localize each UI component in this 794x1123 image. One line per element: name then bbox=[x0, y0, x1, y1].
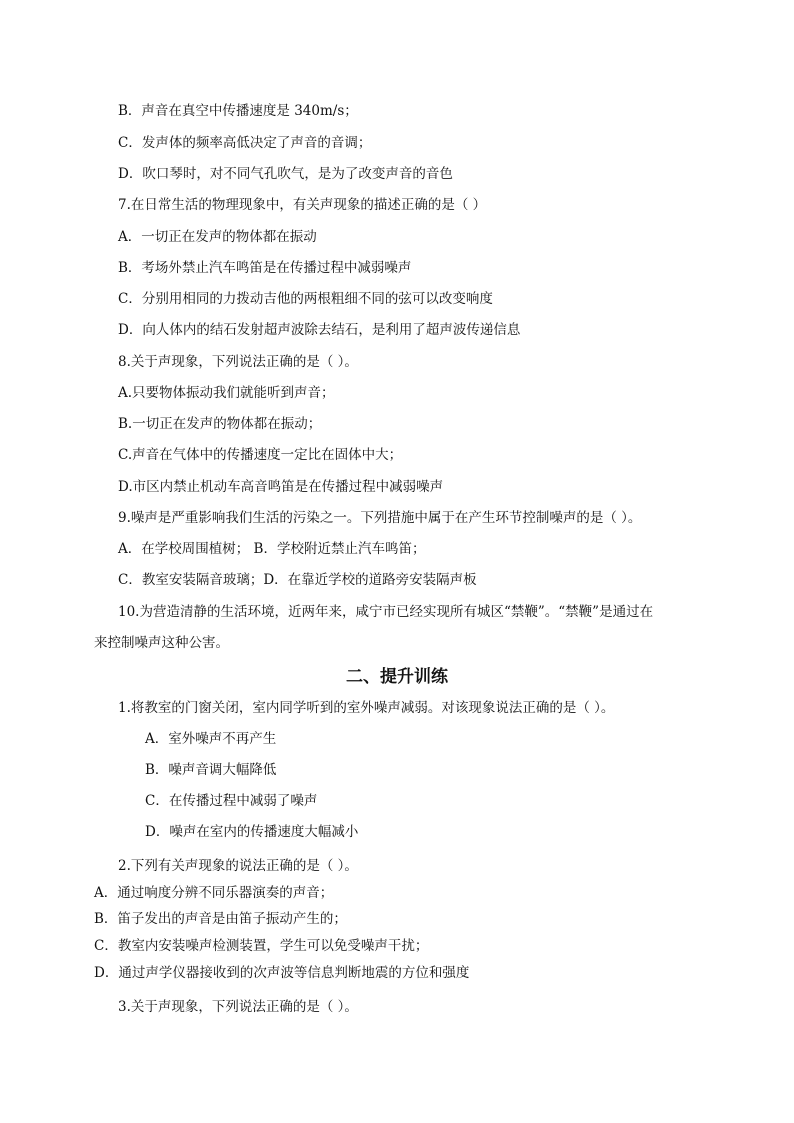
q8-option-c: C.声音在气体中的传播速度一定比在固体中大； bbox=[118, 447, 403, 463]
q10-line-1: 10.为营造清静的生活环境，近两年来，咸宁市已经实现所有城区“禁鞭”。“禁鞭”是通过在 bbox=[118, 604, 654, 620]
q9-stem: 9.噪声是严重影响我们生活的污染之一。下列措施中属于在产生环节控制噪声的是（ ）。 bbox=[118, 510, 642, 526]
s2-q1-stem: 1.将教室的门窗关闭，室内同学听到的室外噪声减弱。对该现象说法正确的是（ ）。 bbox=[118, 700, 615, 716]
q10-line-2: 来控制噪声这种公害。 bbox=[94, 635, 229, 651]
s2-q3-stem: 3.关于声现象，下列说法正确的是（ ）。 bbox=[118, 999, 358, 1015]
s2-q2-option-c: C．教室内安装噪声检测装置，学生可以免受噪声干扰； bbox=[94, 938, 429, 954]
q7-stem: 7.在日常生活的物理现象中，有关声现象的描述正确的是（ ） bbox=[118, 197, 487, 213]
q8-option-a: A.只要物体振动我们就能听到声音； bbox=[118, 385, 335, 401]
section-2-title: 二、提升训练 bbox=[346, 667, 448, 687]
s2-q1-option-d: D．噪声在室内的传播速度大幅减小 bbox=[145, 824, 359, 840]
s2-q2-option-a: A．通过响度分辨不同乐器演奏的声音； bbox=[94, 885, 334, 901]
s2-q1-option-a: A．室外噪声不再产生 bbox=[145, 731, 277, 747]
s2-q2-stem: 2.下列有关声现象的说法正确的是（ ）。 bbox=[118, 858, 358, 874]
s2-q1-option-c: C．在传播过程中减弱了噪声 bbox=[145, 793, 318, 809]
q8-stem: 8.关于声现象，下列说法正确的是（ ）。 bbox=[118, 354, 358, 370]
q7-option-d: D．向人体内的结石发射超声波除去结石，是利用了超声波传递信息 bbox=[118, 322, 521, 338]
q7-option-a: A．一切正在发声的物体都在振动 bbox=[118, 229, 317, 245]
q7-option-b: B．考场外禁止汽车鸣笛是在传播过程中减弱噪声 bbox=[118, 260, 412, 276]
q9-options-ab: A．在学校周围植树； B．学校附近禁止汽车鸣笛； bbox=[118, 541, 426, 557]
q6-option-b: B．声音在真空中传播速度是 340m/s； bbox=[118, 103, 358, 119]
q6-option-c: C．发声体的频率高低决定了声音的音调； bbox=[118, 135, 372, 151]
q9-options-cd: C．教室安装隔音玻璃；D．在靠近学校的道路旁安装隔声板 bbox=[118, 572, 477, 588]
q8-option-d: D.市区内禁止机动车高音鸣笛是在传播过程中减弱噪声 bbox=[118, 479, 444, 495]
s2-q2-option-d: D．通过声学仪器接收到的次声波等信息判断地震的方位和强度 bbox=[94, 965, 470, 981]
q7-option-c: C．分别用相同的力拨动吉他的两根粗细不同的弦可以改变响度 bbox=[118, 291, 493, 307]
s2-q1-option-b: B．噪声音调大幅降低 bbox=[145, 762, 277, 778]
s2-q2-option-b: B．笛子发出的声音是由笛子振动产生的； bbox=[94, 911, 347, 927]
q6-option-d: D．吹口琴时，对不同气孔吹气，是为了改变声音的音色 bbox=[118, 166, 453, 182]
q8-option-b: B.一切正在发声的物体都在振动； bbox=[118, 416, 322, 432]
